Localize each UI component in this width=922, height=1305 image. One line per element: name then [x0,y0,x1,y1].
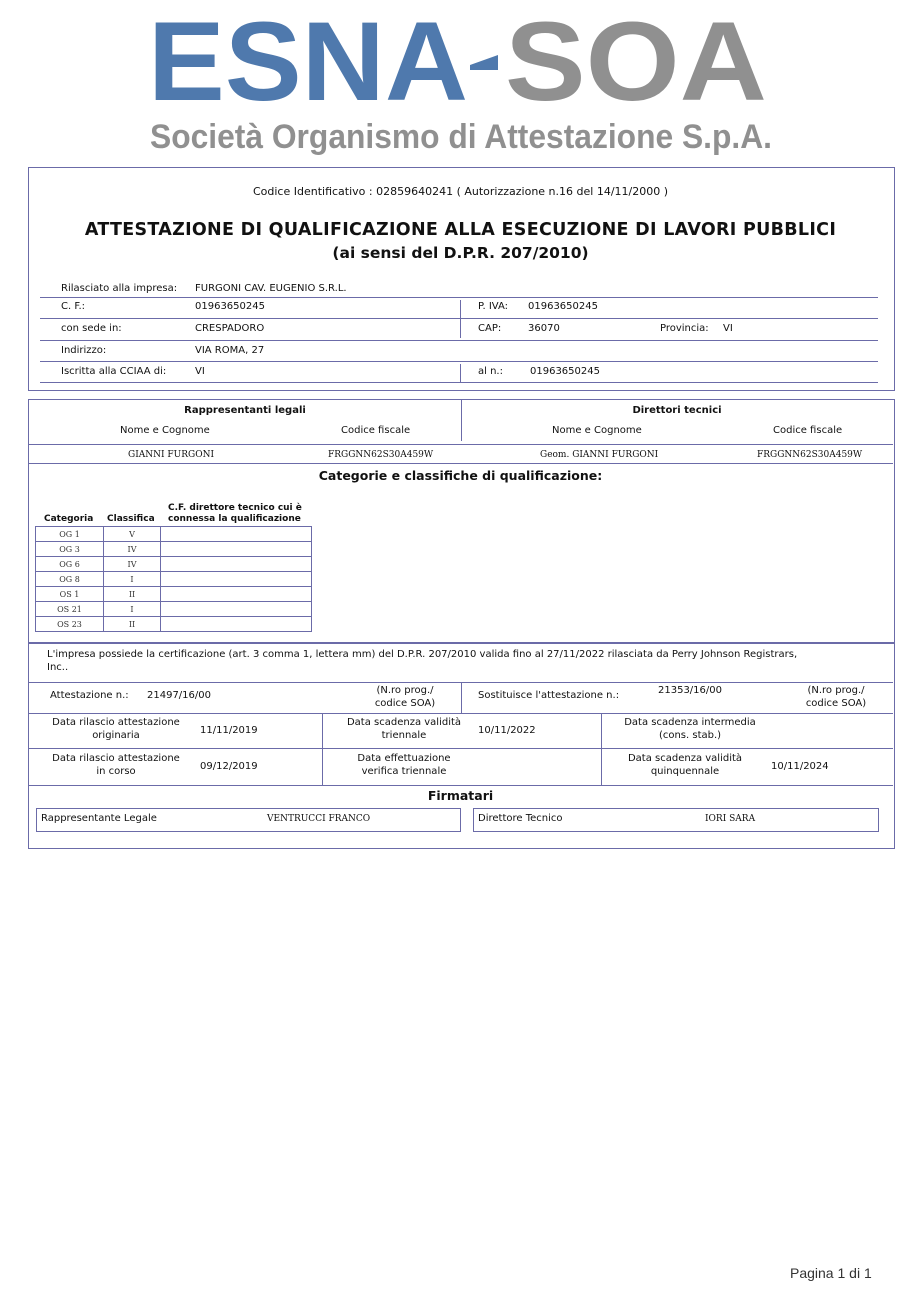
rappresentante-legale-value: VENTRUCCI FRANCO [267,814,371,824]
dir-col-name: Nome e Cognome [552,425,642,436]
divider [40,297,878,298]
provincia-label: Provincia: [660,323,709,334]
categoria-cell: OG 8 [36,572,104,587]
cciaa-value: VI [195,366,205,377]
col-cf-direttore-1: C.F. direttore tecnico cui è [168,503,302,513]
table-row [36,602,312,617]
rapp-cf: FRGGNN62S30A459W [328,450,434,460]
scadenza-triennale-label-2: triennale [381,730,427,741]
classifica-cell: I [104,572,161,587]
page-number: Pagina 1 di 1 [790,1265,872,1281]
rilasciato-value: FURGONI CAV. EUGENIO S.R.L. [195,283,347,294]
categorie-table [35,526,312,632]
verifica-triennale-label-1: Data effettuazione [357,753,451,764]
cf-cell [161,527,312,542]
header-box [28,167,895,391]
categoria-cell: OG 1 [36,527,104,542]
document-title: ATTESTAZIONE DI QUALIFICAZIONE ALLA ESECUZIONE DI LAVORI PUBBLICI [84,220,837,240]
sostituisce-prog-2: codice SOA) [805,698,867,709]
sostituisce-prog-1: (N.ro prog./ [807,685,865,696]
categoria-cell: OG 6 [36,557,104,572]
attestazione-prog-1: (N.ro prog./ [376,685,434,696]
rilasciato-label: Rilasciato alla impresa: [61,283,178,294]
cap-value: 36070 [528,323,560,334]
logo-soa: SOA [505,10,767,124]
verifica-triennale-label-2: verifica triennale [361,766,447,777]
divider [29,785,893,786]
cf-cell [161,602,312,617]
cf-cell [161,542,312,557]
divider [40,361,878,362]
divider [460,364,461,382]
cciaa-label: Iscritta alla CCIAA di: [61,366,167,377]
logo-subtitle: Società Organismo di Attestazione S.p.A. [150,118,772,156]
piva-label: P. IVA: [478,301,509,312]
cap-label: CAP: [478,323,502,334]
provincia-value: VI [723,323,733,334]
dir-name: Geom. GIANNI FURGONI [540,450,659,460]
divider [29,748,893,749]
table-row [36,542,312,557]
divider [29,463,893,464]
rilascio-corso-value: 09/12/2019 [200,761,258,772]
classifica-cell: I [104,602,161,617]
table-row [36,557,312,572]
attestazione-label: Attestazione n.: [50,690,129,701]
table-row [36,617,312,632]
classifica-cell: IV [104,542,161,557]
rilascio-corso-label-2: in corso [96,766,136,777]
rilascio-originaria-label-2: originaria [92,730,140,741]
scadenza-triennale-value: 10/11/2022 [478,725,536,736]
rapp-col-cf: Codice fiscale [341,425,411,436]
scadenza-intermedia-label-2: (cons. stab.) [658,730,722,741]
table-row [36,587,312,602]
divider [29,713,893,714]
dir-cf: FRGGNN62S30A459W [757,450,863,460]
firmatari-title: Firmatari [427,788,494,803]
divider [40,382,878,383]
classifica-cell: II [104,587,161,602]
categoria-cell: OS 21 [36,602,104,617]
piva-value: 01963650245 [528,301,598,312]
cf-cell [161,572,312,587]
divider [461,683,462,713]
classifica-cell: V [104,527,161,542]
divider [40,318,878,319]
certificazione-line-1: L'impresa possiede la certificazione (art. 3 comma 1, lettera mm) del D.P.R. 207/2010 valida fino al 27/11/2022 rilasciata da Perry Johnson Registrars, [47,649,798,660]
rappresentanti-title: Rappresentanti legali [184,405,306,416]
classifica-cell: II [104,617,161,632]
document-subtitle: (ai sensi del D.P.R. 207/2010) [332,244,589,262]
scadenza-quinquennale-value: 10/11/2024 [771,761,829,772]
cf-label: C. F.: [61,301,86,312]
rilascio-originaria-value: 11/11/2019 [200,725,258,736]
col-classifica: Classifica [107,514,155,524]
categorie-title: Categorie e classifiche di qualificazione: [318,468,603,483]
cf-cell [161,617,312,632]
scadenza-triennale-label-1: Data scadenza validità [346,717,462,728]
logo-esna: ESNA [148,10,468,124]
scadenza-intermedia-label-1: Data scadenza intermedia [624,717,756,728]
rappresentante-legale-label: Rappresentante Legale [41,813,157,824]
table-row [36,527,312,542]
divider [322,714,323,748]
divider [601,714,602,748]
col-cf-direttore-2: connessa la qualificazione [168,514,301,524]
aln-label: al n.: [478,366,503,377]
logo-dash [470,55,498,70]
scadenza-quinquennale-label-1: Data scadenza validità [627,753,743,764]
rapp-col-name: Nome e Cognome [120,425,210,436]
certificazione-line-2: Inc.. [47,662,69,673]
sede-label: con sede in: [61,323,122,334]
esna-soa-logo [0,10,922,160]
direttore-tecnico-value: IORI SARA [705,814,756,824]
sostituisce-label: Sostituisce l'attestazione n.: [478,690,620,701]
categoria-cell: OG 3 [36,542,104,557]
categoria-cell: OS 23 [36,617,104,632]
rilascio-originaria-label-1: Data rilascio attestazione [52,717,180,728]
codice-identificativo: Codice Identificativo : 02859640241 ( Autorizzazione n.16 del 14/11/2000 ) [252,185,669,198]
divider [40,340,878,341]
sede-value: CRESPADORO [195,323,265,334]
cf-cell [161,587,312,602]
divider [29,444,893,445]
divider [322,749,323,785]
indirizzo-value: VIA ROMA, 27 [195,345,265,356]
classifica-cell: IV [104,557,161,572]
col-categoria: Categoria [44,514,94,524]
rapp-name: GIANNI FURGONI [128,450,215,460]
direttori-title: Direttori tecnici [632,405,722,416]
divider [601,749,602,785]
categoria-cell: OS 1 [36,587,104,602]
divider [460,300,461,338]
rilascio-corso-label-1: Data rilascio attestazione [52,753,180,764]
attestazione-prog-2: codice SOA) [374,698,436,709]
direttore-tecnico-label: Direttore Tecnico [478,813,563,824]
table-row [36,572,312,587]
scadenza-quinquennale-label-2: quinquennale [650,766,720,777]
indirizzo-label: Indirizzo: [61,345,107,356]
attestazione-value: 21497/16/00 [147,690,211,701]
sostituisce-value: 21353/16/00 [658,685,722,696]
cf-cell [161,557,312,572]
cf-value: 01963650245 [195,301,265,312]
dir-col-cf: Codice fiscale [773,425,843,436]
aln-value: 01963650245 [530,366,600,377]
